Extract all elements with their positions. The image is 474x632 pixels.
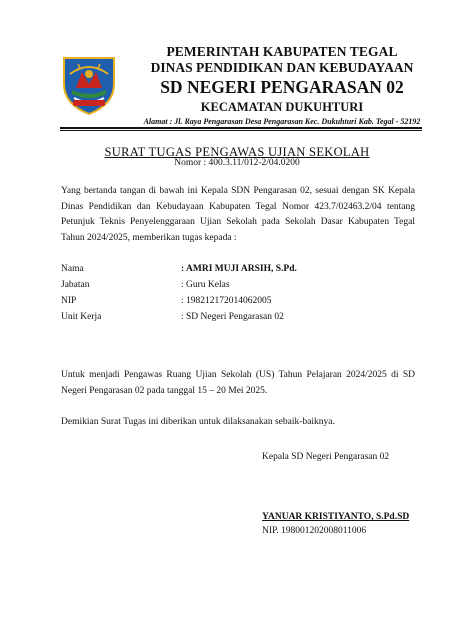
detail-row-nip (61, 294, 421, 308)
closing-paragraph: Demikian Surat Tugas ini diberikan untuk dilaksanakan sebaik-baiknya. (61, 417, 335, 427)
letterhead-address: Alamat : Jl. Raya Pengarasan Desa Pengarasan Kec. Dukuhturi Kab. Tegal - 52192 (143, 117, 421, 126)
letterhead-divider (60, 127, 422, 129)
detail-label: Jabatan (61, 280, 90, 290)
detail-label: Unit Kerja (61, 312, 102, 322)
signatory-position: Kepala SD Negeri Pengarasan 02 (262, 452, 390, 462)
detail-value: : AMRI MUJI ARSIH, S.Pd. (181, 264, 297, 274)
letterhead (116, 44, 448, 128)
signatory-name: YANUAR KRISTIYANTO, S.Pd.SD (262, 512, 410, 522)
document-title: SURAT TUGAS PENGAWAS UJIAN SEKOLAH (104, 145, 370, 159)
letterhead-district: KECAMATAN DUKUHTURI (200, 100, 364, 114)
detail-value: : SD Negeri Pengarasan 02 (181, 312, 284, 322)
detail-value: : Guru Kelas (181, 280, 230, 290)
assignment-paragraph: Untuk menjadi Pengawas Ruang Ujian Sekolah (US) Tahun Pelajaran 2024/2025 di SD Negeri Pengarasan 02 pada tanggal 15 – 20 Mei 2025. (61, 370, 415, 396)
document-number: Nomor : 400.3.11/012-2/04.0200 (174, 158, 300, 168)
detail-row-unit (61, 310, 421, 324)
kabupaten-tegal-emblem-icon (58, 54, 120, 116)
opening-paragraph: Yang bertanda tangan di bawah ini Kepala SDN Pengarasan 02, sesuai dengan SK Kepala Dinas Pendidikan dan Kebudayaan Kabupaten Tegal Nomor 423.7/02463.2/04 tentang Petunjuk Teknis Penyelenggaraan Ujian Sekolah pada Sekolah Dasar Kabupaten Tegal Tahun 2024/2025, memberikan tugas kepada : (61, 186, 415, 243)
letterhead-school-name: SD NEGERI PENGARASAN 02 (160, 77, 404, 97)
signatory-nip: NIP. 198001202008011006 (262, 526, 367, 536)
letterhead-government: PEMERINTAH KABUPATEN TEGAL (166, 44, 398, 59)
detail-label: NIP (61, 296, 77, 306)
detail-value: : 198212172014062005 (181, 296, 272, 306)
detail-row-position (61, 278, 421, 292)
detail-label: Nama (61, 264, 84, 274)
letterhead-divider-thin (60, 130, 422, 131)
detail-row-name (61, 262, 421, 276)
letterhead-department: DINAS PENDIDIKAN DAN KEBUDAYAAN (150, 60, 414, 75)
